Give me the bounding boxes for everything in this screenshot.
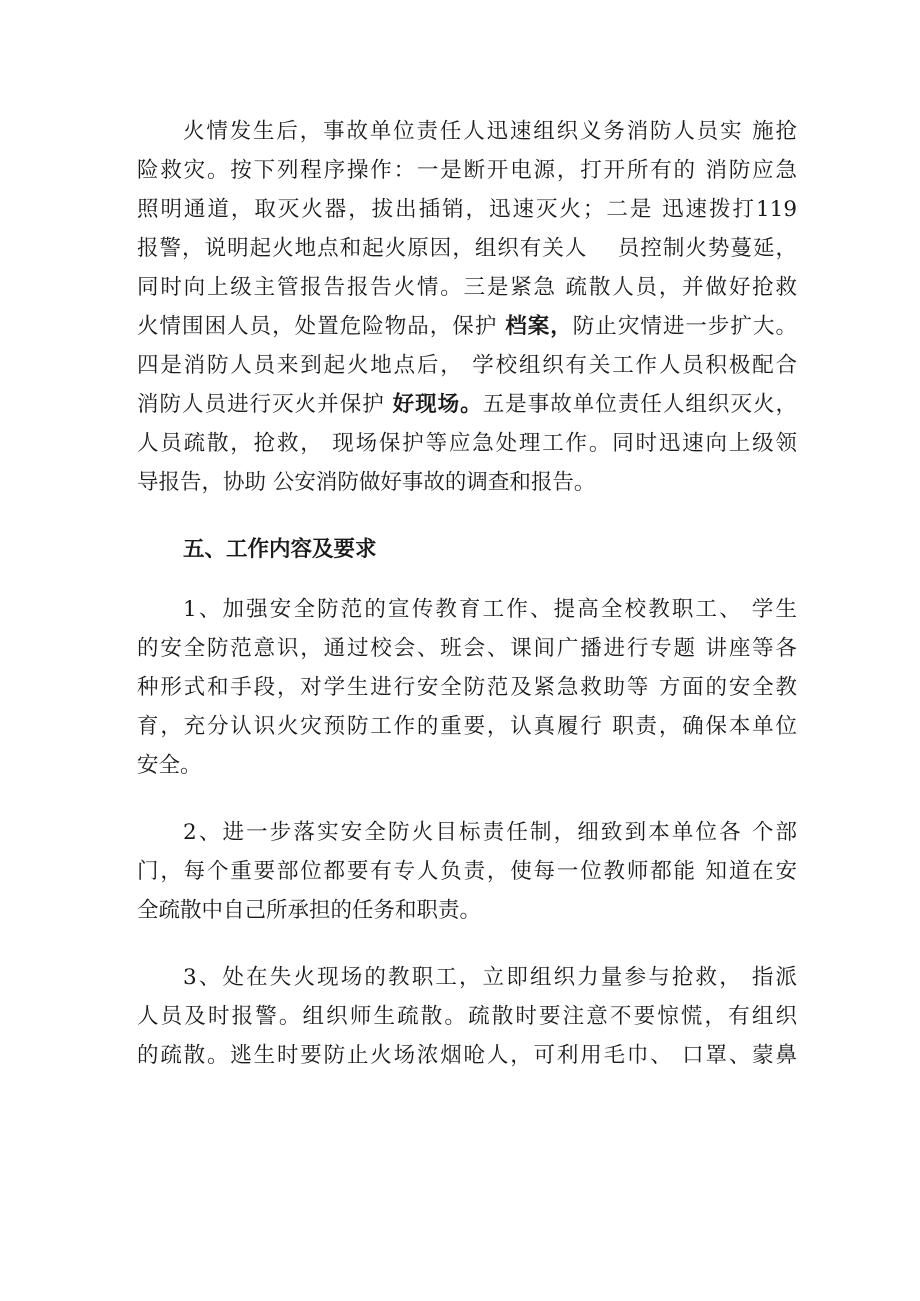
paragraph-line bbox=[137, 390, 797, 420]
paragraph-line: 育，充分认识火灾预防工作的重要，认真履行 职责，确保本单位 bbox=[137, 714, 797, 739]
paragraph-line: 人员疏散，抢救， 现场保护等应急处理工作。同时迅速向上级领 bbox=[137, 431, 797, 456]
paragraph-line: 3、处在失火现场的教职工，立即组织力量参与抢救， 指派 bbox=[183, 965, 797, 990]
bold-text-run: 档案， bbox=[505, 314, 573, 339]
text-run: 五是事故单位责任人组织灭火， bbox=[482, 392, 797, 417]
paragraph-line: 人员及时报警。组织师生疏散。疏散时要注意不要惊慌，有组织 bbox=[137, 1004, 797, 1029]
text-run: 火情围困人员，处置危险物品，保护 bbox=[137, 314, 506, 339]
text-run: 防止灾情进一步扩大。 bbox=[572, 314, 797, 339]
paragraph-line bbox=[137, 312, 797, 342]
paragraph-line: 火情发生后，事故单位责任人迅速组织义务消防人员实 施抢 bbox=[183, 119, 797, 144]
paragraph-line: 照明通道，取灭火器，拔出插销，迅速灭火；二是 迅速拨打119 bbox=[137, 197, 797, 222]
paragraph-line: 四是消防人员来到起火地点后， 学校组织有关工作人员积极配合 bbox=[137, 353, 797, 378]
bold-text-run: 好现场。 bbox=[392, 392, 483, 417]
paragraph-line: 同时向上级主管报告报告火情。三是紧急 疏散人员，并做好抢救 bbox=[137, 275, 797, 300]
paragraph-line: 种形式和手段，对学生进行安全防范及紧急救助等 方面的安全教 bbox=[137, 675, 797, 700]
paragraph-line: 的安全防范意识，通过校会、班会、课间广播进行专题 讲座等各 bbox=[137, 636, 797, 661]
paragraph-line: 全疏散中自己所承担的任务和职责。 bbox=[137, 898, 482, 923]
paragraph-line: 2、进一步落实安全防火目标责任制，细致到本单位各 个部 bbox=[183, 820, 797, 845]
paragraph-line: 1、加强安全防范的宣传教育工作、提高全校教职工、 学生 bbox=[183, 597, 797, 622]
paragraph-line: 报警，说明起火地点和起火原因，组织有关人 员控制火势蔓延， bbox=[137, 236, 797, 261]
text-run: 消防人员进行灭火并保护 bbox=[137, 392, 393, 417]
paragraph-line: 导报告，协助 公安消防做好事故的调查和报告。 bbox=[137, 470, 596, 495]
section-heading: 五、工作内容及要求 bbox=[183, 537, 377, 562]
paragraph-line: 安全。 bbox=[137, 753, 202, 778]
paragraph-line: 险救灾。按下列程序操作：一是断开电源，打开所有的 消防应急 bbox=[137, 158, 797, 183]
paragraph-line: 的疏散。逃生时要防止火场浓烟呛人，可利用毛巾、 口罩、蒙鼻 bbox=[137, 1043, 797, 1068]
paragraph-line: 门，每个重要部位都要有专人负责，使每一位教师都能 知道在安 bbox=[137, 859, 797, 884]
